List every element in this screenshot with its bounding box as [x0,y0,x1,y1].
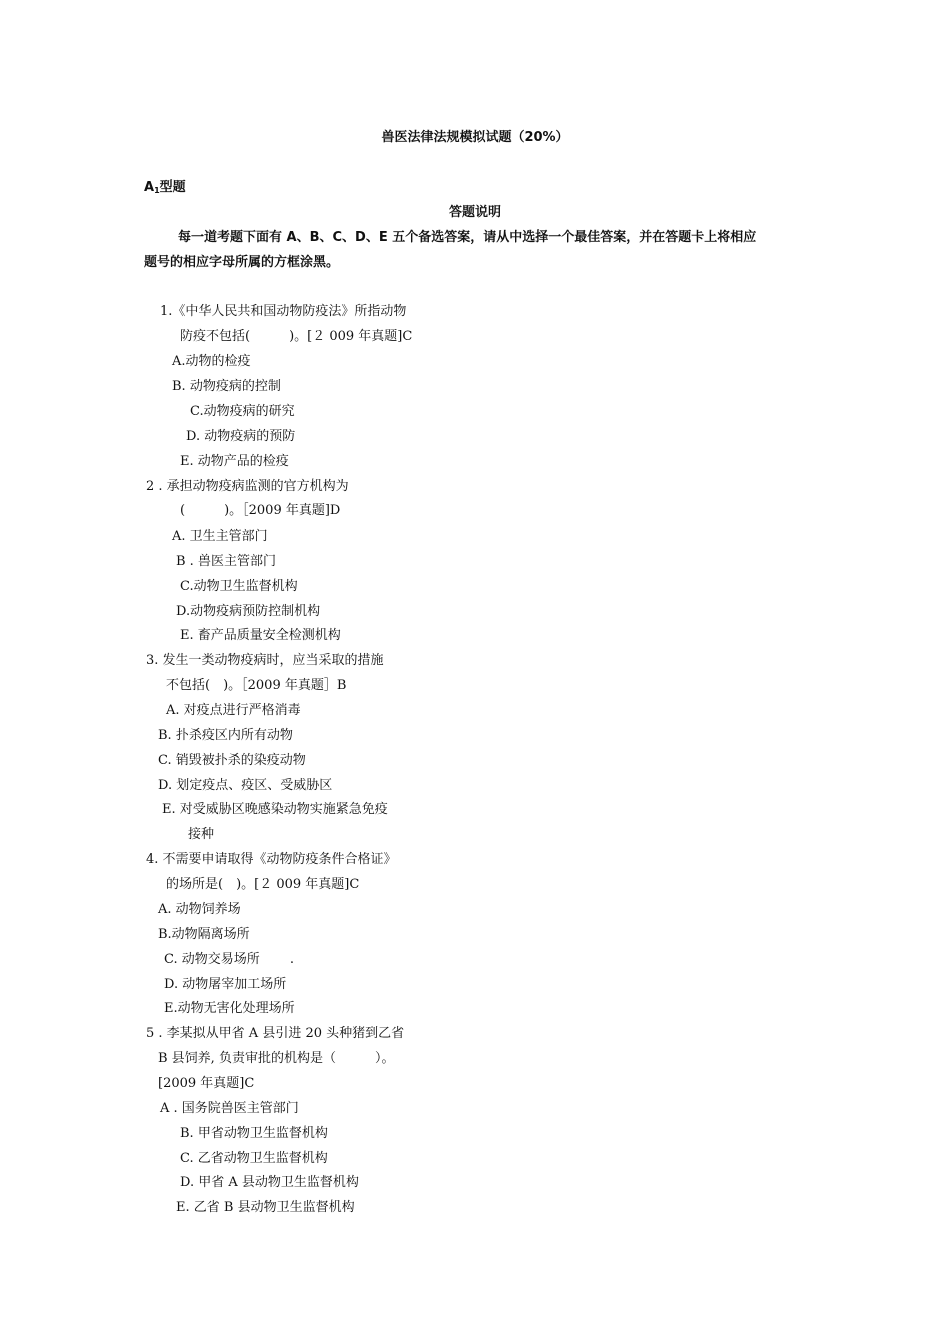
instructions-heading: 答题说明 [448,205,501,220]
q4-option-a: A. 动物饲养场 [158,902,241,917]
q3-option-b: B. 扑杀疫区内所有动物 [158,728,293,743]
q1-stem-line-1: 1.《中华人民共和国动物防疫法》所指动物 [160,304,407,319]
q4-option-c: C. 动物交易场所 . [164,952,295,967]
q1-option-c: C.动物疫病的研究 [190,404,295,419]
q3-stem-line-1: 3. 发生一类动物疫病时，应当采取的措施 [146,653,384,668]
q3-option-d: D. 划定疫点、疫区、受威胁区 [158,778,333,793]
q4-stem-line-1: 4. 不需要申请取得《动物防疫条件合格证》 [146,852,397,867]
q5-option-c: C. 乙省动物卫生监督机构 [180,1151,328,1166]
q5-option-d: D. 甲省 A 县动物卫生监督机构 [180,1175,359,1190]
q5-stem-line-3: [2009 年真题]C [158,1076,255,1091]
q1-option-a: A.动物的检疫 [172,354,251,369]
q4-option-d: D. 动物屠宰加工场所 [164,977,287,992]
instructions-line-1: 每一道考题下面有 A、B、C、D、E 五个备选答案，请从中选择一个最佳答案，并在答题卡上将相应 [178,230,757,245]
q1-option-b: B. 动物疫病的控制 [172,379,281,394]
q2-option-d: D.动物疫病预防控制机构 [176,604,321,619]
q3-option-e-continued: 接种 [188,827,215,842]
q5-stem-line-2: B 县饲养, 负责审批的机构是（ ）。 [158,1051,395,1066]
q2-option-e: E. 畜产品质量安全检测机构 [180,628,341,643]
q3-stem-line-2: 不包括( )。［2009 年真题］B [166,678,347,693]
q2-option-b: B . 兽医主管部门 [176,554,276,569]
q5-option-b: B. 甲省动物卫生监督机构 [180,1126,328,1141]
q2-option-a: A. 卫生主管部门 [172,529,268,544]
q5-option-a: A . 国务院兽医主管部门 [160,1101,299,1116]
q3-option-a: A. 对疫点进行严格消毒 [166,703,301,718]
q3-option-e: E. 对受威胁区晚感染动物实施紧急免疫 [162,802,388,817]
section-prefix: A [144,180,155,195]
section-subscript: 1 [154,186,160,195]
q4-option-e: E.动物无害化处理场所 [164,1001,295,1016]
q2-stem-line-1: 2 . 承担动物疫病监测的官方机构为 [146,479,349,494]
q5-stem-line-1: 5 . 李某拟从甲省 A 县引进 20 头种猪到乙省 [146,1026,405,1041]
q1-stem-line-2: 防疫不包括( )。[２ 009 年真题]C [180,329,413,344]
section-heading [144,179,186,200]
q3-option-c: C. 销毁被扑杀的染疫动物 [158,753,306,768]
page-title: 兽医法律法规模拟试题（20%） [381,130,569,145]
q5-option-e: E. 乙省 B 县动物卫生监督机构 [176,1200,355,1215]
q4-option-b: B.动物隔离场所 [158,927,250,942]
section-suffix: 型题 [159,180,186,195]
q4-stem-line-2: 的场所是( )。[２ 009 年真题]C [166,877,360,892]
instructions-line-2: 题号的相应字母所属的方框涂黑。 [144,255,340,270]
q2-stem-line-2: ( )。［2009 年真题]D [180,503,341,518]
q1-option-d: D. 动物疫病的预防 [186,429,296,444]
q2-option-c: C.动物卫生监督机构 [180,579,298,594]
q1-option-e: E. 动物产品的检疫 [180,454,289,469]
